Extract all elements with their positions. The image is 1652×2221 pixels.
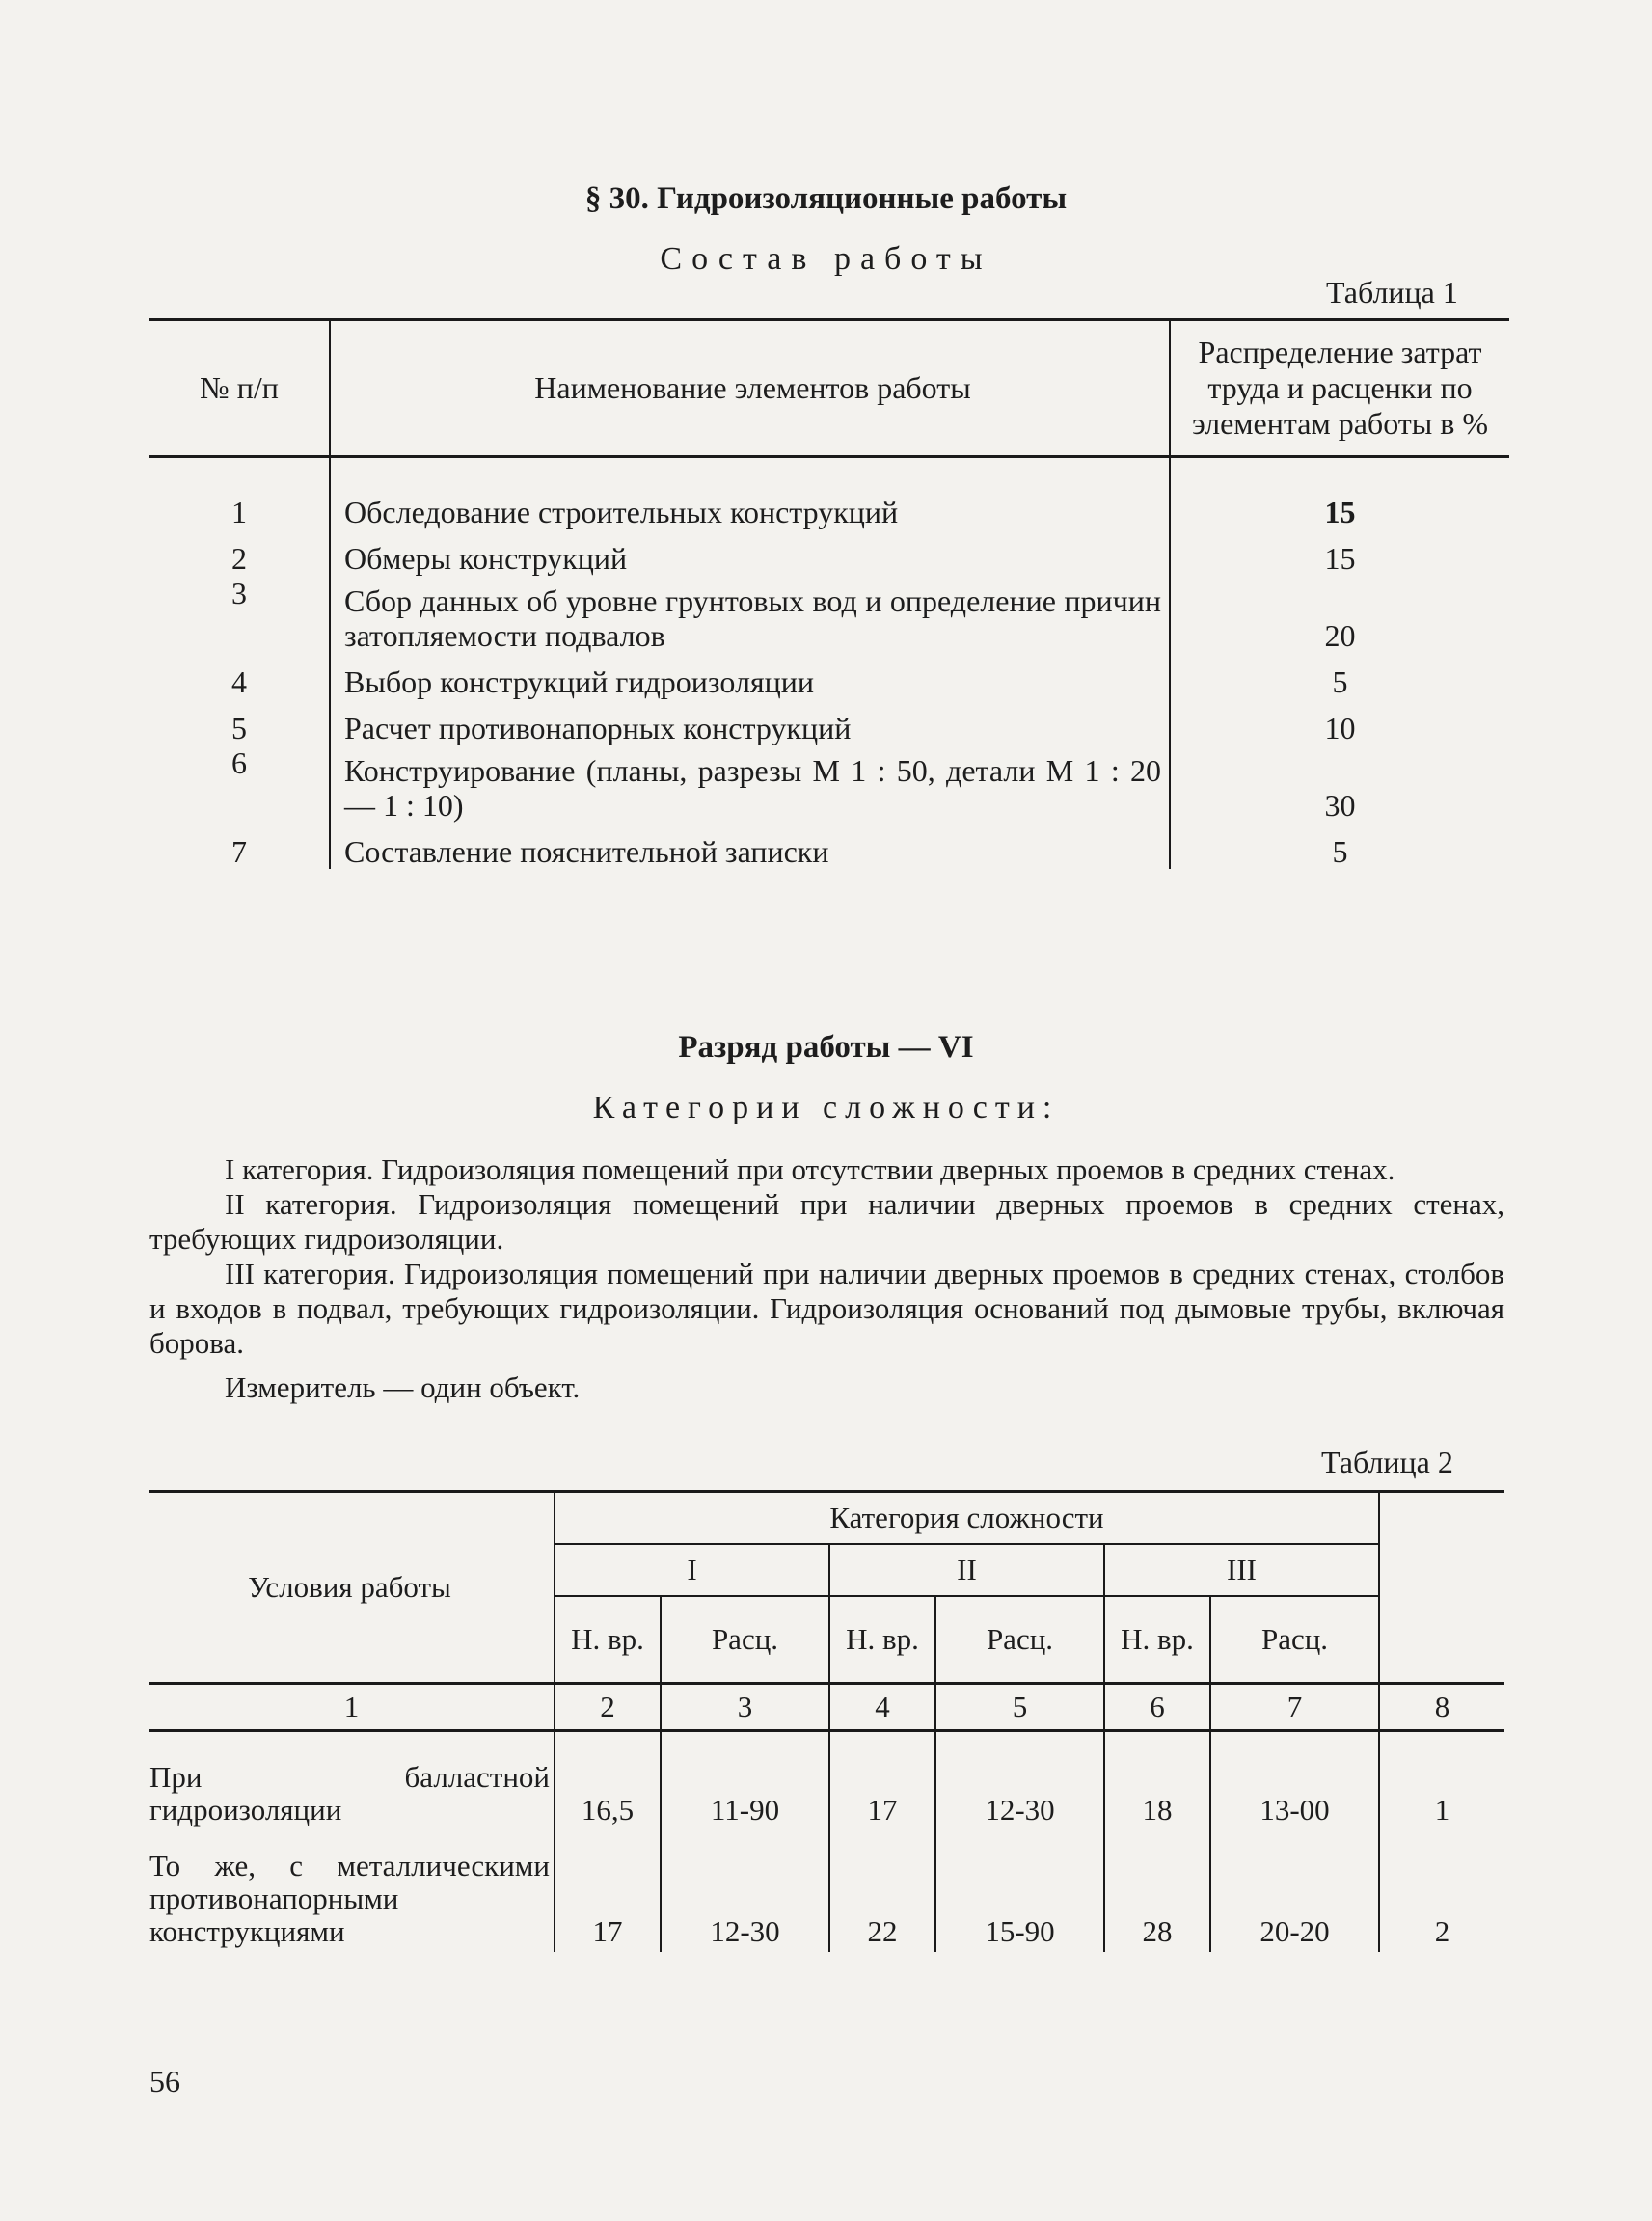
row-num: 7 <box>149 823 330 869</box>
table-row <box>149 576 1509 653</box>
value-cell: 20-20 <box>1210 1830 1379 1952</box>
value-cell: 15-90 <box>935 1830 1104 1952</box>
category-descriptions <box>149 1152 1504 1405</box>
measure-text: Измеритель — один объект. <box>225 1370 581 1404</box>
row-name: Расчет противонапорных конструкций <box>330 699 1170 745</box>
row-pct: 15 <box>1324 495 1356 529</box>
header-rate: Расц. <box>1210 1596 1379 1683</box>
row-name <box>330 576 1170 653</box>
table1-header-row <box>149 320 1509 457</box>
header-cat-1: I <box>555 1544 829 1596</box>
table-row <box>149 823 1509 869</box>
table2-caption: Таблица 2 <box>1321 1445 1453 1479</box>
table2-header-row-1 <box>149 1492 1504 1545</box>
row-pct: 10 <box>1324 711 1356 745</box>
col-number: 7 <box>1210 1683 1379 1730</box>
category-3-text: III категория. Гидроизоляция помещений при наличии дверных проемов в средних стенах, столбов и входов в подвал, требующих гидроизоляции. Гидроизоляция оснований под дымовые трубы, включая борова. <box>149 1257 1504 1360</box>
value-cell: 18 <box>1104 1730 1210 1830</box>
header-rate: Расц. <box>661 1596 829 1683</box>
row-num: 6 <box>149 745 330 823</box>
row-pct: 15 <box>1324 541 1356 576</box>
header-conditions: Условия работы <box>149 1492 555 1684</box>
row-name: Обследование строительных конструкций <box>330 457 1170 530</box>
work-composition-table <box>149 318 1509 869</box>
header-rate: Расц. <box>935 1596 1104 1683</box>
col-number: 8 <box>1379 1683 1504 1730</box>
header-norm-time: Н. вр. <box>1104 1596 1210 1683</box>
col-number: 1 <box>149 1683 555 1730</box>
row-num: 4 <box>149 653 330 699</box>
col-number: 3 <box>661 1683 829 1730</box>
row-name-text: Конструирование (планы, разрезы М 1 : 50, детали М 1 : 20 — 1 : 10) <box>344 753 1161 823</box>
row-name: Составление пояснительной записки <box>330 823 1170 869</box>
row-index-cell: 2 <box>1434 1913 1450 1948</box>
header-cat-3: III <box>1104 1544 1379 1596</box>
condition-cell <box>149 1730 555 1830</box>
col-number: 2 <box>555 1683 661 1730</box>
header-pct: Распределение затрат труда и расценки по элементам работы в % <box>1191 335 1489 441</box>
table-row <box>149 699 1509 745</box>
page-number: 56 <box>149 2064 180 2099</box>
row-name: Выбор конструкций гидроизоляции <box>330 653 1170 699</box>
header-norm-time: Н. вр. <box>555 1596 661 1683</box>
header-blank <box>1379 1492 1504 1684</box>
section-subtitle: Состав работы <box>660 241 992 277</box>
row-name-text: Сбор данных об уровне грунтовых вод и определение причин затопляемости подвалов <box>344 583 1161 653</box>
condition-cell <box>149 1830 555 1952</box>
condition-text: При балластной гидроизоляции <box>149 1759 550 1827</box>
row-num: 5 <box>149 699 330 745</box>
value-cell: 13-00 <box>1210 1730 1379 1830</box>
value-cell: 12-30 <box>935 1730 1104 1830</box>
condition-text: То же, с металлическими противонапорными конструкциями <box>149 1848 550 1948</box>
header-category: Категория сложности <box>555 1492 1379 1545</box>
categories-heading: Категории сложности: <box>592 1090 1060 1125</box>
row-pct: 30 <box>1324 788 1356 823</box>
row-num: 3 <box>149 576 330 653</box>
value-cell: 12-30 <box>661 1830 829 1952</box>
row-pct: 5 <box>1332 834 1348 869</box>
table-row <box>149 1730 1504 1830</box>
work-grade: Разряд работы — VI <box>678 1030 974 1065</box>
value-cell: 17 <box>555 1830 661 1952</box>
column-number-row <box>149 1683 1504 1730</box>
header-cat-2: II <box>829 1544 1104 1596</box>
table-row <box>149 1830 1504 1952</box>
row-name <box>330 745 1170 823</box>
value-cell: 17 <box>829 1730 935 1830</box>
header-num: № п/п <box>149 320 330 457</box>
header-name: Наименование элементов работы <box>330 320 1170 457</box>
row-name: Обмеры конструкций <box>330 529 1170 576</box>
table-row <box>149 529 1509 576</box>
value-cell: 22 <box>829 1830 935 1952</box>
table-row <box>149 745 1509 823</box>
row-num: 2 <box>149 529 330 576</box>
table-row <box>149 653 1509 699</box>
value-cell: 11-90 <box>661 1730 829 1830</box>
table-row <box>149 457 1509 530</box>
header-norm-time: Н. вр. <box>829 1596 935 1683</box>
value-cell: 28 <box>1104 1830 1210 1952</box>
category-2-text: II категория. Гидроизоляция помещений при наличии дверных проемов в средних стенах, требующих гидроизоляции. <box>149 1187 1504 1256</box>
col-number: 5 <box>935 1683 1104 1730</box>
section-title: § 30. Гидроизоляционные работы <box>584 181 1068 216</box>
table1-caption: Таблица 1 <box>1326 275 1458 310</box>
row-num: 1 <box>149 457 330 530</box>
col-number: 4 <box>829 1683 935 1730</box>
row-pct: 20 <box>1324 618 1356 653</box>
row-pct: 5 <box>1332 664 1348 699</box>
value-cell: 16,5 <box>555 1730 661 1830</box>
row-index-cell: 1 <box>1434 1792 1450 1827</box>
norms-table <box>149 1490 1504 1952</box>
category-1-text: I категория. Гидроизоляция помещений при отсутствии дверных проемов в средних стенах. <box>225 1152 1395 1186</box>
col-number: 6 <box>1104 1683 1210 1730</box>
